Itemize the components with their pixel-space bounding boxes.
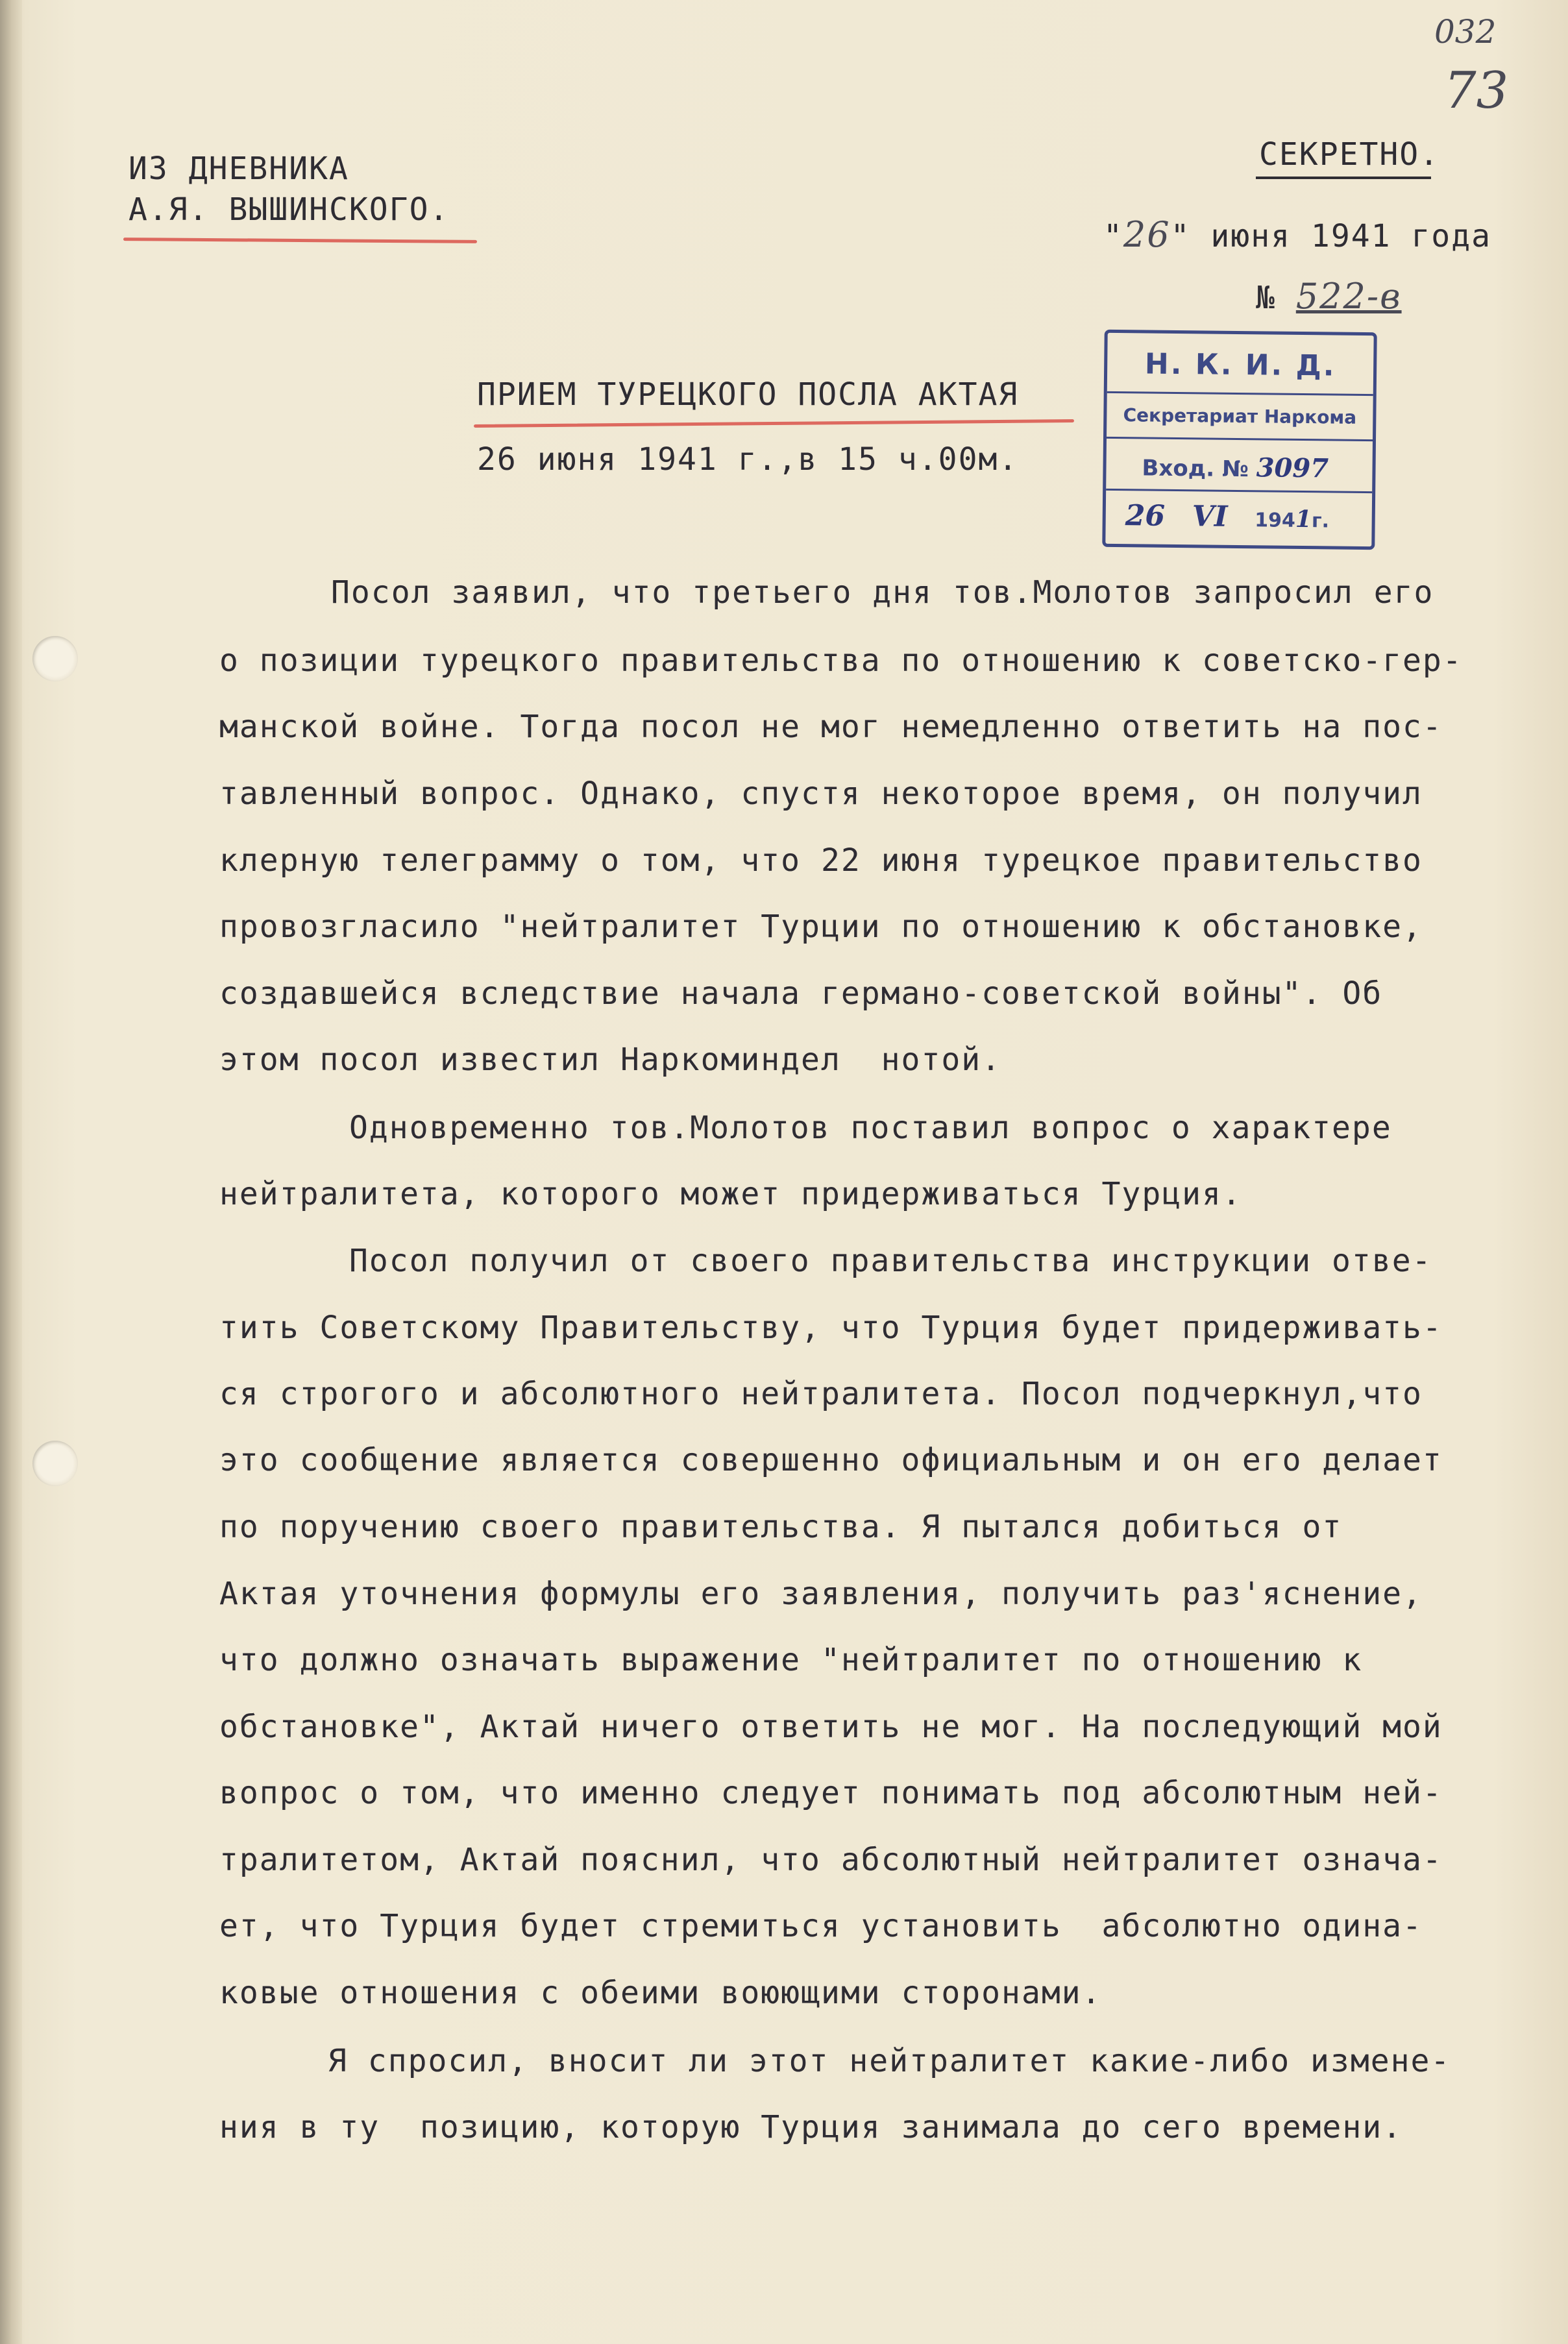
classification-underline (1256, 177, 1431, 179)
punch-hole-top (32, 636, 78, 681)
body-line-6: провозгласило "нейтралитет Турции по отношению к обстановке, (219, 909, 1423, 945)
stamp-date: 26 VI 1941г. (1125, 499, 1330, 533)
body-line-22: ковые отношения с обеими воюющими сторонами. (219, 1975, 1102, 2011)
classification-label: СЕКРЕТНО. (1259, 136, 1440, 173)
registry-stamp (1102, 330, 1377, 550)
body-line-10: нейтралитета, которого может придерживаться Турция. (219, 1176, 1242, 1212)
body-line-3: манской войне. Тогда посол не мог немедленно ответить на пос- (219, 709, 1443, 745)
body-line-4: тавленный вопрос. Однако, спустя некоторое время, он получил (219, 775, 1423, 812)
stamp-incoming-number: 3097 (1256, 452, 1329, 484)
body-line-19: вопрос о том, что именно следует понимать под абсолютным ней- (219, 1775, 1443, 1811)
stamp-divider-2 (1107, 437, 1373, 441)
body-line-7: создавшейся вследствие начала германо-советской войны". Об (219, 975, 1383, 1012)
body-line-20: тралитетом, Актай пояснил, что абсолютный нейтралитет означа- (219, 1842, 1443, 1878)
stamp-year-hw: 1 (1295, 505, 1312, 533)
date-day-handwritten: 26 (1123, 214, 1171, 255)
stamp-incoming: Вход. № 3097 (1142, 452, 1329, 484)
stamp-divider-3 (1106, 489, 1372, 493)
document-date: "26" июня 1941 года (1103, 214, 1491, 255)
document-subtitle: 26 июня 1941 г.,в 15 ч.00м. (477, 441, 1019, 478)
archive-page-number: 73 (1444, 62, 1509, 120)
source-line-1: ИЗ ДНЕВНИКА (129, 151, 349, 187)
archive-sheet-number: 032 (1434, 13, 1497, 51)
document-number: № 522-в (1256, 276, 1402, 317)
stamp-divider-1 (1107, 391, 1373, 396)
body-line-12: тить Советскому Правительству, что Турция будет придерживать- (219, 1310, 1443, 1346)
body-line-13: ся строгого и абсолютного нейтралитета. Посол подчеркнул,что (219, 1376, 1423, 1412)
document-title: ПРИЕМ ТУРЕЦКОГО ПОСЛА АКТАЯ (477, 376, 1019, 413)
binding-edge (0, 0, 22, 2344)
source-line-2: А.Я. ВЫШИНСКОГО. (129, 191, 450, 228)
number-handwritten: 522-в (1295, 276, 1402, 317)
red-underline-title (474, 419, 1074, 428)
punch-hole-bottom (32, 1441, 78, 1486)
body-line-11: Посол получил от своего правительства инструкции отве- (349, 1243, 1432, 1279)
body-line-14: это сообщение является совершенно официальным и он его делает (219, 1442, 1443, 1478)
body-line-17: что должно означать выражение "нейтралитет по отношению к (219, 1642, 1363, 1678)
stamp-date-month: VI (1192, 500, 1228, 533)
body-line-1: Посол заявил, что третьего дня тов.Молотов запросил его (331, 574, 1434, 611)
body-line-8: этом посол известил Наркоминдел нотой. (219, 1042, 1002, 1078)
red-underline-source (123, 238, 477, 243)
body-line-15: по поручению своего правительства. Я пытался добиться от (219, 1509, 1343, 1545)
body-line-23: Я спросил, вносит ли этот нейтралитет какие-либо измене- (328, 2043, 1451, 2079)
body-line-16: Актая уточнения формулы его заявления, получить раз'яснение, (219, 1576, 1423, 1612)
stamp-date-day: 26 (1125, 499, 1166, 533)
body-line-18: обстановке", Актай ничего ответить не мог. На последующий мой (219, 1709, 1443, 1745)
stamp-department: Секретариат Наркома (1123, 404, 1357, 428)
body-line-9: Одновременно тов.Молотов поставил вопрос о характере (349, 1110, 1392, 1146)
stamp-org: Н. К. И. Д. (1144, 347, 1336, 383)
body-line-2: о позиции турецкого правительства по отношению к советско-гер- (219, 642, 1463, 679)
body-line-21: ет, что Турция будет стремиться установить абсолютно одина- (219, 1908, 1423, 1944)
body-line-24: ния в ту позицию, которую Турция занимала до сего времени. (219, 2109, 1403, 2145)
body-line-5: клерную телеграмму о том, что 22 июня турецкое правительство (219, 842, 1423, 879)
